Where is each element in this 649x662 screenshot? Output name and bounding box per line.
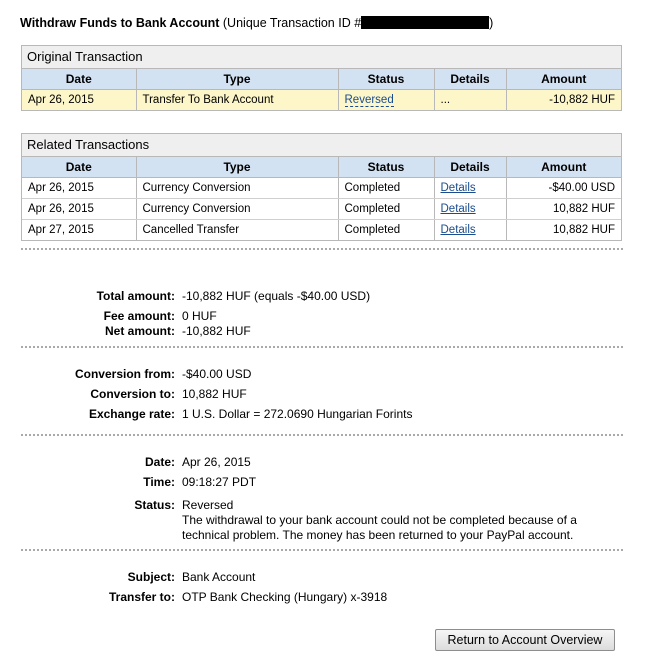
time-value: 09:18:27 PDT	[182, 475, 257, 489]
time-label: Time:	[143, 475, 175, 489]
subject-value: Bank Account	[182, 570, 256, 584]
cell-status: Completed	[338, 220, 434, 241]
fee-amount-label: Fee amount:	[103, 309, 175, 323]
redacted-transaction-id	[361, 16, 489, 29]
original-transaction-panel	[21, 45, 622, 111]
page-title-id-prefix: (Unique Transaction ID #	[219, 16, 362, 30]
date-label: Date:	[144, 455, 175, 469]
dotted-divider	[21, 248, 623, 250]
details-link[interactable]: Details	[440, 182, 476, 194]
exchange-rate-value: 1 U.S. Dollar = 272.0690 Hungarian Forints	[182, 407, 413, 421]
cell-details	[434, 178, 506, 199]
conversion-to-label: Conversion to:	[90, 387, 175, 401]
return-to-account-overview-button[interactable]: Return to Account Overview	[435, 629, 615, 651]
column-header-status: Status	[338, 157, 434, 178]
net-amount-value: -10,882 HUF	[182, 324, 251, 338]
cell-amount: -10,882 HUF	[506, 90, 621, 111]
cell-type: Transfer To Bank Account	[136, 90, 338, 111]
column-header-type: Type	[136, 69, 338, 90]
transfer-to-value: OTP Bank Checking (Hungary) x-3918	[182, 590, 388, 604]
cell-amount: 10,882 HUF	[552, 224, 615, 236]
status-note: The withdrawal to your bank account could not be completed because of a technical problem. The money has been returned to your PayPal account.	[182, 513, 577, 542]
column-header-details: Details	[434, 69, 506, 90]
date-value: Apr 26, 2015	[182, 455, 251, 469]
conversion-to-value: 10,882 HUF	[182, 387, 247, 401]
cell-date: Apr 26, 2015	[22, 178, 136, 199]
status-label: Status:	[134, 498, 175, 512]
cell-details	[434, 199, 506, 220]
cell-details	[434, 220, 506, 241]
cell-date: Apr 27, 2015	[22, 220, 136, 241]
fee-amount-value: 0 HUF	[182, 309, 217, 323]
table-row	[22, 90, 621, 111]
status-reversed-link[interactable]: Reversed	[344, 94, 394, 106]
column-header-status: Status	[338, 69, 434, 90]
page-title-main: Withdraw Funds to Bank Account	[20, 16, 220, 30]
total-amount-value: -10,882 HUF (equals -$40.00 USD)	[182, 289, 371, 303]
total-amount-label: Total amount:	[96, 289, 175, 303]
column-header-amount: Amount	[506, 69, 621, 90]
conversion-from-value: -$40.00 USD	[182, 367, 252, 381]
dotted-divider	[21, 434, 623, 436]
table-row	[22, 178, 621, 199]
details-link[interactable]: Details	[440, 224, 476, 236]
exchange-rate-label: Exchange rate:	[88, 407, 175, 421]
column-header-type: Type	[136, 157, 338, 178]
dotted-divider	[21, 549, 623, 551]
column-header-details: Details	[434, 157, 506, 178]
cell-status: Completed	[338, 199, 434, 220]
page-title	[20, 15, 493, 31]
subject-label: Subject:	[127, 570, 175, 584]
original-transaction-table	[22, 69, 621, 110]
cell-status: Completed	[338, 178, 434, 199]
net-amount-label: Net amount:	[105, 324, 175, 338]
column-header-amount: Amount	[506, 157, 621, 178]
column-header-date: Date	[22, 69, 136, 90]
table-row	[22, 220, 621, 241]
page-title-id-suffix: )	[489, 16, 494, 30]
related-transactions-panel	[21, 133, 622, 241]
details-link[interactable]: Details	[440, 203, 476, 215]
related-transactions-heading: Related Transactions	[22, 134, 621, 157]
status-value: Reversed	[182, 498, 234, 512]
original-transaction-heading: Original Transaction	[22, 46, 621, 69]
table-header-row	[22, 157, 621, 178]
status-block	[182, 498, 602, 543]
table-header-row	[22, 69, 621, 90]
column-header-date: Date	[22, 157, 136, 178]
cell-details: ...	[434, 90, 506, 111]
cell-type: Currency Conversion	[136, 199, 338, 220]
conversion-from-label: Conversion from:	[74, 367, 175, 381]
cell-date: Apr 26, 2015	[22, 90, 136, 111]
cell-status	[338, 90, 434, 111]
dotted-divider	[21, 346, 623, 348]
transfer-to-label: Transfer to:	[108, 590, 175, 604]
cell-type: Cancelled Transfer	[136, 220, 338, 241]
cell-type: Currency Conversion	[136, 178, 338, 199]
table-row	[22, 199, 621, 220]
cell-date: Apr 26, 2015	[22, 199, 136, 220]
cell-amount: -$40.00 USD	[506, 178, 621, 199]
cell-amount: 10,882 HUF	[506, 199, 621, 220]
related-transactions-table	[22, 157, 621, 240]
